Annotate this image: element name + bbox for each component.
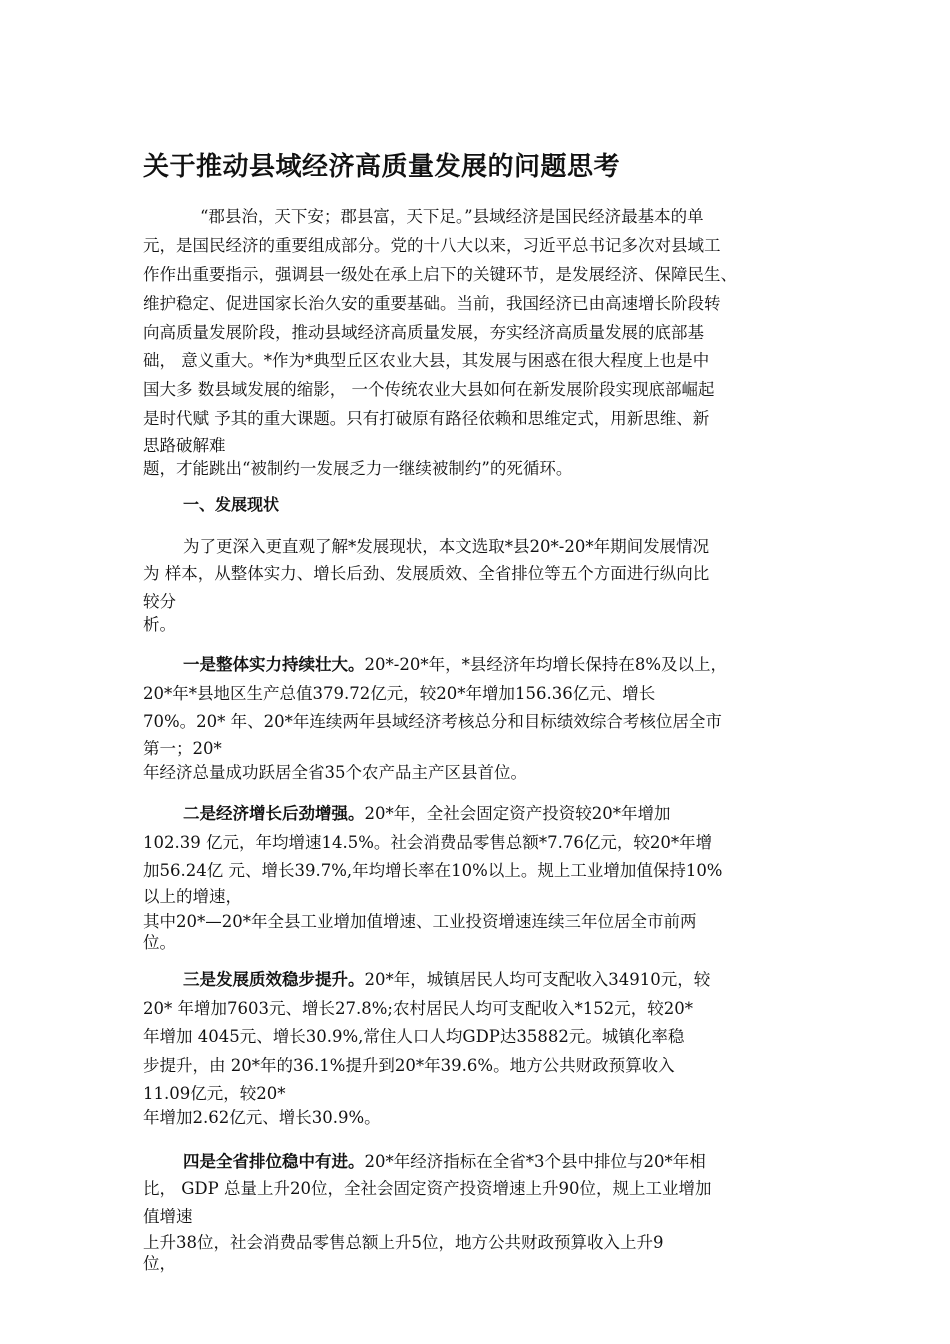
section-intro-line: 为了更深入更直观了解*发展现状，本文选取*县20*-20*年期间发展情况 xyxy=(183,537,710,556)
paragraph-2-line: 以上的增速， xyxy=(143,887,242,906)
section-intro-line: 为 样本，从整体实力、增长后劲、发展质效、全省排位等五个方面进行纵向比 xyxy=(143,564,710,583)
paragraph-4-line: 四是全省排位稳中有进。20*年经济指标在全省*3个县中排位与20*年相 xyxy=(183,1152,706,1171)
intro-line: 维护稳定、促进国家长治久安的重要基础。当前，我国经济已由高速增长阶段转 xyxy=(143,294,721,313)
paragraph-1-line: 年经济总量成功跃居全省35个农产品主产区县首位。 xyxy=(143,763,527,782)
intro-line: “郡县治，天下安；郡县富，天下足。”县域经济是国民经济最基本的单 xyxy=(200,207,704,226)
paragraph-2-lead: 二是经济增长后劲增强。 xyxy=(183,804,365,823)
intro-line: 元，是国民经济的重要组成部分。党的十八大以来，习近平总书记多次对县域工 xyxy=(143,236,721,255)
paragraph-1-line: 70%。20* 年、20*年连续两年县域经济考核总分和目标绩效综合考核位居全市 xyxy=(143,712,722,731)
paragraph-2-line: 102.39 亿元，年均增速14.5%。社会消费品零售总额*7.76亿元，较20*年增 xyxy=(143,833,713,852)
paragraph-3-line: 三是发展质效稳步提升。20*年，城镇居民人均可支配收入34910元，较 xyxy=(183,970,711,989)
paragraph-2-line: 位。 xyxy=(143,933,176,952)
intro-line: 是时代赋 予其的重大课题。只有打破原有路径依赖和思维定式，用新思维、新 xyxy=(143,409,710,428)
paragraph-3-lead: 三是发展质效稳步提升。 xyxy=(183,970,365,989)
intro-line: 向高质量发展阶段，推动县域经济高质量发展，夯实经济高质量发展的底部基 xyxy=(143,323,704,342)
paragraph-1-line: 第一；20* xyxy=(143,739,222,758)
section-heading: 一、发展现状 xyxy=(183,495,280,514)
paragraph-4-line: 值增速 xyxy=(143,1207,193,1226)
paragraph-3-line: 步提升，由 20*年的36.1%提升到20*年39.6%。地方公共财政预算收入 xyxy=(143,1056,675,1075)
paragraph-3-line: 年增加 4045元、增长30.9%,常住人口人均GDP达35882元。城镇化率稳 xyxy=(143,1027,685,1046)
section-intro-line: 析。 xyxy=(143,615,176,634)
intro-line: 国大多 数县域发展的缩影， 一个传统农业大县如何在新发展阶段实现底部崛起 xyxy=(143,380,715,399)
paragraph-1-line: 20*年*县地区生产总值379.72亿元，较20*年增加156.36亿元、增长 xyxy=(143,684,656,703)
paragraph-1-lead: 一是整体实力持续壮大。 xyxy=(183,655,365,674)
intro-line: 思路破解难 xyxy=(143,436,226,455)
paragraph-3-line: 20* 年增加7603元、增长27.8%;农村居民人均可支配收入*152元，较20* xyxy=(143,999,693,1018)
paragraph-4-line: 位， xyxy=(143,1254,176,1273)
paragraph-4-line: 比， GDP 总量上升20位，全社会固定资产投资增速上升90位，规上工业增加 xyxy=(143,1179,712,1198)
paragraph-4-lead: 四是全省排位稳中有进。 xyxy=(183,1152,365,1171)
paragraph-3-line: 11.09亿元，较20* xyxy=(143,1084,286,1103)
paragraph-2-line: 加56.24亿 元、增长39.7%,年均增长率在10%以上。规上工业增加值保持10% xyxy=(143,861,723,880)
document-title: 关于推动县域经济高质量发展的问题思考 xyxy=(143,152,621,182)
paragraph-4-line: 上升38位，社会消费品零售总额上升5位，地方公共财政预算收入上升9 xyxy=(143,1233,664,1252)
paragraph-2-line: 其中20*—20*年全县工业增加值增速、工业投资增速连续三年位居全市前两 xyxy=(143,912,697,931)
section-intro-line: 较分 xyxy=(143,592,176,611)
paragraph-1-line: 一是整体实力持续壮大。20*-20*年，*县经济年均增长保持在8%及以上， xyxy=(183,655,727,674)
paragraph-3-line: 年增加2.62亿元、增长30.9%。 xyxy=(143,1108,381,1127)
intro-line: 作作出重要指示，强调县一级处在承上启下的关键环节，是发展经济、保障民生、 xyxy=(143,265,737,284)
intro-line: 础， 意义重大。*作为*典型丘区农业大县，其发展与困惑在很大程度上也是中 xyxy=(143,351,710,370)
intro-line: 题，才能跳出“被制约一发展乏力一继续被制约”的死循环。 xyxy=(143,459,573,478)
paragraph-2-line: 二是经济增长后劲增强。20*年，全社会固定资产投资较20*年增加 xyxy=(183,804,671,823)
